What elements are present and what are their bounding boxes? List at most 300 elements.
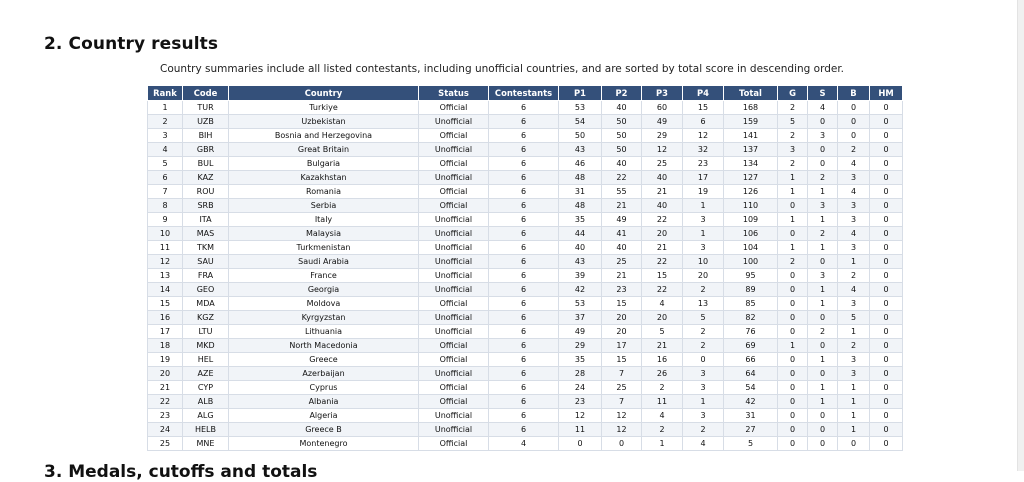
table-cell: BUL [183,157,229,171]
table-cell: 0 [778,395,808,409]
table-cell: 109 [724,213,778,227]
table-row [148,339,903,353]
table-row [148,297,903,311]
table-cell: 15 [683,101,724,115]
table-cell: 19 [148,353,183,367]
table-cell: 2 [778,157,808,171]
table-cell: 55 [602,185,642,199]
table-cell: 12 [642,143,683,157]
table-row [148,269,903,283]
table-cell: Unofficial [419,241,489,255]
table-cell: 0 [870,283,903,297]
table-cell: 0 [778,437,808,451]
column-header: Contestants [489,86,559,101]
table-cell: 21 [602,199,642,213]
table-cell: 6 [489,115,559,129]
table-cell: 10 [148,227,183,241]
table-cell: 12 [602,409,642,423]
table-cell: 25 [148,437,183,451]
table-cell: 21 [642,339,683,353]
table-cell: 42 [559,283,602,297]
table-cell: 20 [602,311,642,325]
table-cell: 7 [148,185,183,199]
table-cell: 5 [724,437,778,451]
table-cell: 32 [683,143,724,157]
table-cell: TKM [183,241,229,255]
table-cell: 13 [148,269,183,283]
column-header: G [778,86,808,101]
table-cell: 0 [808,311,838,325]
table-cell: 6 [489,129,559,143]
table-cell: 21 [642,241,683,255]
table-cell: 0 [778,423,808,437]
table-cell: 18 [148,339,183,353]
table-cell: Cyprus [229,381,419,395]
table-cell: 3 [838,353,870,367]
table-cell: Montenegro [229,437,419,451]
table-cell: 3 [808,129,838,143]
table-cell: 2 [683,283,724,297]
table-cell: 6 [489,423,559,437]
table-cell: Official [419,297,489,311]
table-cell: Unofficial [419,283,489,297]
column-header: Country [229,86,419,101]
table-cell: Georgia [229,283,419,297]
table-row [148,185,903,199]
table-cell: CYP [183,381,229,395]
table-cell: 21 [642,185,683,199]
table-cell: 3 [683,381,724,395]
table-cell: 2 [808,325,838,339]
table-cell: SRB [183,199,229,213]
table-cell: 0 [808,115,838,129]
table-cell: 1 [838,423,870,437]
table-cell: 0 [808,437,838,451]
table-cell: 0 [838,437,870,451]
table-cell: 37 [559,311,602,325]
table-cell: 23 [602,283,642,297]
table-row [148,213,903,227]
table-row [148,199,903,213]
table-cell: 3 [683,241,724,255]
table-cell: 16 [642,353,683,367]
table-cell: 23 [559,395,602,409]
table-cell: 127 [724,171,778,185]
table-cell: 10 [683,255,724,269]
table-cell: BIH [183,129,229,143]
table-cell: 53 [559,297,602,311]
table-cell: 2 [683,423,724,437]
table-cell: 0 [683,353,724,367]
table-cell: 0 [808,423,838,437]
table-cell: 4 [808,101,838,115]
table-cell: Official [419,185,489,199]
table-body [148,101,903,451]
table-cell: 64 [724,367,778,381]
table-cell: 0 [838,101,870,115]
table-cell: 21 [148,381,183,395]
table-cell: 0 [778,269,808,283]
table-cell: 6 [489,353,559,367]
table-cell: Official [419,437,489,451]
table-cell: 0 [870,395,903,409]
table-cell: 1 [778,241,808,255]
table-cell: 0 [870,437,903,451]
table-cell: 17 [683,171,724,185]
table-cell: 5 [642,325,683,339]
table-cell: 20 [642,311,683,325]
table-cell: 46 [559,157,602,171]
column-header: Status [419,86,489,101]
table-cell: 25 [642,157,683,171]
table-cell: 0 [870,241,903,255]
table-cell: 6 [489,367,559,381]
table-cell: Official [419,395,489,409]
table-cell: 0 [808,255,838,269]
table-cell: 2 [808,227,838,241]
table-cell: 22 [642,283,683,297]
table-cell: 3 [838,367,870,381]
table-cell: 0 [870,129,903,143]
table-cell: 31 [559,185,602,199]
table-cell: 49 [642,115,683,129]
table-cell: 50 [602,143,642,157]
table-cell: 24 [148,423,183,437]
table-cell: Unofficial [419,409,489,423]
table-cell: MAS [183,227,229,241]
table-cell: 15 [148,297,183,311]
table-cell: 8 [148,199,183,213]
table-row [148,143,903,157]
vertical-scrollbar[interactable] [1017,0,1024,471]
country-results-table [147,85,903,451]
table-cell: 40 [602,101,642,115]
table-cell: 0 [559,437,602,451]
table-row [148,409,903,423]
table-cell: 0 [808,367,838,381]
table-cell: 16 [148,311,183,325]
table-cell: UZB [183,115,229,129]
table-cell: 15 [602,353,642,367]
table-cell: 29 [642,129,683,143]
table-cell: 4 [838,185,870,199]
table-cell: North Macedonia [229,339,419,353]
table-cell: 6 [489,227,559,241]
table-cell: Unofficial [419,311,489,325]
table-cell: Official [419,199,489,213]
table-cell: 1 [683,227,724,241]
table-cell: 0 [778,325,808,339]
table-cell: 0 [870,227,903,241]
table-cell: 134 [724,157,778,171]
table-cell: Albania [229,395,419,409]
table-row [148,115,903,129]
table-cell: Algeria [229,409,419,423]
table-cell: 0 [808,143,838,157]
table-cell: 3 [838,241,870,255]
table-cell: 23 [148,409,183,423]
table-row [148,395,903,409]
table-cell: 0 [870,409,903,423]
table-cell: 2 [683,325,724,339]
table-cell: Azerbaijan [229,367,419,381]
table-row [148,283,903,297]
table-row [148,157,903,171]
table-cell: 69 [724,339,778,353]
table-cell: HEL [183,353,229,367]
column-header: P1 [559,86,602,101]
table-cell: 6 [489,255,559,269]
table-cell: 0 [870,255,903,269]
table-cell: 3 [148,129,183,143]
table-cell: 22 [148,395,183,409]
table-cell: 100 [724,255,778,269]
table-cell: 0 [808,157,838,171]
table-row [148,325,903,339]
table-cell: 0 [870,115,903,129]
table-cell: 0 [808,409,838,423]
table-cell: 1 [778,185,808,199]
table-cell: ITA [183,213,229,227]
table-cell: 0 [870,101,903,115]
table-cell: 0 [778,409,808,423]
table-cell: 20 [683,269,724,283]
table-cell: 7 [602,395,642,409]
table-cell: 22 [642,213,683,227]
table-cell: 141 [724,129,778,143]
table-cell: 60 [642,101,683,115]
table-cell: 50 [602,115,642,129]
table-cell: Official [419,101,489,115]
table-cell: 2 [838,269,870,283]
table-cell: 27 [724,423,778,437]
table-cell: 6 [489,199,559,213]
table-cell: 23 [683,157,724,171]
table-cell: 1 [808,213,838,227]
table-cell: 1 [808,185,838,199]
table-cell: 0 [870,157,903,171]
table-cell: 2 [778,255,808,269]
table-cell: 12 [148,255,183,269]
table-cell: 5 [683,311,724,325]
table-cell: 6 [148,171,183,185]
table-cell: 0 [870,199,903,213]
table-cell: 22 [602,171,642,185]
table-cell: 22 [642,255,683,269]
table-cell: 0 [870,423,903,437]
table-row [148,423,903,437]
table-cell: 39 [559,269,602,283]
table-cell: 0 [778,367,808,381]
table-cell: GEO [183,283,229,297]
table-cell: 6 [489,213,559,227]
table-cell: 50 [602,129,642,143]
table-cell: 0 [870,213,903,227]
table-cell: 11 [559,423,602,437]
table-cell: 2 [148,115,183,129]
table-cell: 2 [642,381,683,395]
table-cell: 0 [870,339,903,353]
table-cell: 1 [778,339,808,353]
table-cell: 50 [559,129,602,143]
table-cell: 5 [778,115,808,129]
table-cell: 48 [559,171,602,185]
table-cell: 21 [602,269,642,283]
table-cell: 11 [642,395,683,409]
table-cell: 44 [559,227,602,241]
table-cell: 3 [838,171,870,185]
table-cell: 89 [724,283,778,297]
table-cell: Italy [229,213,419,227]
table-cell: 12 [602,423,642,437]
table-cell: Official [419,157,489,171]
table-cell: AZE [183,367,229,381]
table-cell: 49 [559,325,602,339]
table-cell: Unofficial [419,227,489,241]
table-cell: 54 [559,115,602,129]
table-cell: 40 [559,241,602,255]
table-row [148,101,903,115]
table-cell: 6 [489,381,559,395]
table-cell: 12 [683,129,724,143]
table-cell: Unofficial [419,367,489,381]
table-cell: Unofficial [419,325,489,339]
table-cell: 6 [489,297,559,311]
table-cell: 6 [489,395,559,409]
table-cell: 4 [642,297,683,311]
table-cell: 2 [808,171,838,185]
table-cell: 0 [602,437,642,451]
table-row [148,353,903,367]
table-cell: 35 [559,213,602,227]
table-cell: Romania [229,185,419,199]
table-cell: 0 [778,297,808,311]
table-cell: 137 [724,143,778,157]
table-cell: 15 [602,297,642,311]
table-cell: 0 [870,269,903,283]
table-cell: Unofficial [419,213,489,227]
table-cell: 4 [838,157,870,171]
table-cell: 3 [683,367,724,381]
table-row [148,227,903,241]
table-cell: Malaysia [229,227,419,241]
table-cell: Turkmenistan [229,241,419,255]
table-cell: 1 [642,437,683,451]
table-cell: 6 [489,185,559,199]
table-cell: Unofficial [419,423,489,437]
table-cell: LTU [183,325,229,339]
column-header: P2 [602,86,642,101]
table-cell: 40 [642,199,683,213]
table-cell: 19 [683,185,724,199]
table-cell: 0 [778,283,808,297]
section-intro: Country summaries include all listed contestants, including unofficial countries, and are sorted by total score in descending order. [160,63,845,75]
table-cell: 17 [602,339,642,353]
table-cell: 0 [870,297,903,311]
table-cell: 20 [148,367,183,381]
table-cell: Official [419,353,489,367]
table-cell: 41 [602,227,642,241]
table-cell: 6 [489,171,559,185]
table-cell: 0 [870,367,903,381]
table-cell: GBR [183,143,229,157]
table-cell: 25 [602,381,642,395]
table-cell: Unofficial [419,115,489,129]
table-cell: 12 [559,409,602,423]
table-cell: 6 [489,143,559,157]
table-cell: 1 [683,199,724,213]
column-header: B [838,86,870,101]
table-cell: 14 [148,283,183,297]
table-cell: Serbia [229,199,419,213]
column-header: HM [870,86,903,101]
table-cell: KAZ [183,171,229,185]
table-header-row [148,86,903,101]
table-cell: 85 [724,297,778,311]
table-cell: 3 [683,409,724,423]
table-cell: 43 [559,143,602,157]
table-cell: Bosnia and Herzegovina [229,129,419,143]
table-cell: 6 [489,101,559,115]
table-cell: 3 [778,143,808,157]
table-cell: 6 [489,241,559,255]
table-cell: 0 [870,185,903,199]
table-cell: 49 [602,213,642,227]
table-cell: Unofficial [419,269,489,283]
table-cell: 0 [778,227,808,241]
table-cell: 159 [724,115,778,129]
table-cell: 6 [489,325,559,339]
table-cell: Official [419,129,489,143]
table-cell: 2 [683,339,724,353]
table-cell: 4 [683,437,724,451]
table-row [148,311,903,325]
table-cell: 1 [148,101,183,115]
table-row [148,381,903,395]
table-cell: Unofficial [419,143,489,157]
table-cell: 4 [489,437,559,451]
table-cell: 1 [778,213,808,227]
table-cell: 2 [838,339,870,353]
table-cell: 1 [808,353,838,367]
table-cell: 24 [559,381,602,395]
table-cell: 1 [808,283,838,297]
table-row [148,171,903,185]
table-cell: 9 [148,213,183,227]
table-cell: 0 [870,381,903,395]
table-cell: 82 [724,311,778,325]
table-cell: 0 [870,171,903,185]
table-cell: 4 [838,227,870,241]
table-cell: 4 [148,143,183,157]
table-cell: 76 [724,325,778,339]
table-cell: Greece B [229,423,419,437]
table-cell: 0 [778,311,808,325]
column-header: Code [183,86,229,101]
table-cell: ALB [183,395,229,409]
table-cell: 20 [602,325,642,339]
table-cell: ROU [183,185,229,199]
table-cell: 7 [602,367,642,381]
table-cell: MDA [183,297,229,311]
table-cell: 168 [724,101,778,115]
table-cell: 1 [778,171,808,185]
table-cell: 40 [602,157,642,171]
table-cell: Greece [229,353,419,367]
table-cell: 5 [838,311,870,325]
table-cell: Official [419,339,489,353]
table-row [148,437,903,451]
